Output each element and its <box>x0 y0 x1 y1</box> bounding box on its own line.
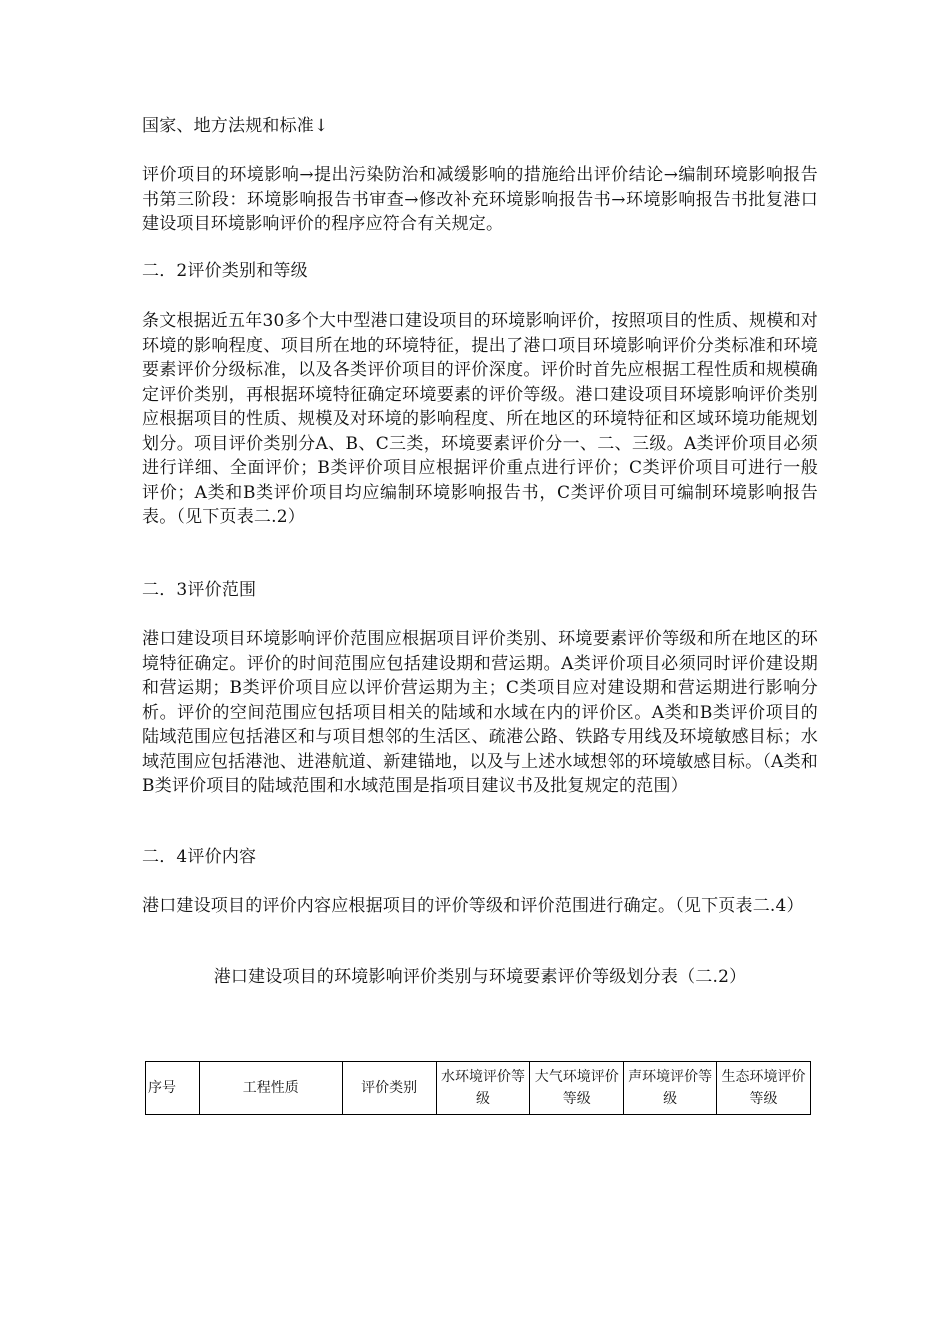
header-cell-index: 序号 <box>146 1062 200 1115</box>
header-cell-ecology-grade: 生态环境评价等级 <box>717 1062 811 1115</box>
paragraph-regulations: 国家、地方法规和标准↓ <box>142 116 329 136</box>
grade-classification-table <box>145 1061 811 1115</box>
header-cell-water-grade: 水环境评价等级 <box>436 1062 530 1115</box>
section-heading-2-2: 二．2评价类别和等级 <box>142 261 308 281</box>
section-heading-2-3: 二．3评价范围 <box>142 580 257 600</box>
header-cell-noise-grade: 声环境评价等级 <box>624 1062 717 1115</box>
paragraph-procedure: 评价项目的环境影响→提出污染防治和减缓影响的措施给出评价结论→编制环境影响报告书第三阶段：环境影响报告书审查→修改补充环境影响报告书→环境影响报告书批复港口建设项目环境影响评价的程序应符合有关规定。 <box>142 165 818 234</box>
table-caption: 港口建设项目的环境影响评价类别与环境要素评价等级划分表（二.2） <box>213 967 747 987</box>
header-cell-evaluation-category: 评价类别 <box>342 1062 436 1115</box>
header-cell-project-nature: 工程性质 <box>199 1062 342 1115</box>
table-header-row <box>146 1062 811 1115</box>
section-heading-2-4: 二．4评价内容 <box>142 847 257 867</box>
header-cell-air-grade: 大气环境评价等级 <box>530 1062 624 1115</box>
paragraph-evaluation-content: 港口建设项目的评价内容应根据项目的评价等级和评价范围进行确定。（见下页表二.4） <box>142 896 804 916</box>
paragraph-evaluation-scope: 港口建设项目环境影响评价范围应根据项目评价类别、环境要素评价等级和所在地区的环境特征确定。评价的时间范围应包括建设期和营运期。A类评价项目必须同时评价建设期和营运期；B类评价项目应以评价营运期为主；C类项目应对建设期和营运期进行影响分析。评价的空间范围应包括项目相关的陆域和水域在内的评价区。A类和B类评价项目的陆域范围应包括港区和与项目想邻的生活区、疏港公路、铁路专用线及环境敏感目标；水域范围应包括港池、进港航道、新建锚地，以及与上述水域想邻的环境敏感目标。（A类和B类评价项目的陆域范围和水域范围是指项目建议书及批复规定的范围） <box>142 629 818 796</box>
paragraph-evaluation-categories: 条文根据近五年30多个大中型港口建设项目的环境影响评价，按照项目的性质、规模和对环境的影响程度、项目所在地的环境特征，提出了港口项目环境影响评价分类标准和环境要素评价分级标准，以及各类评价项目的评价深度。评价时首先应根据工程性质和规模确定评价类别，再根据环境特征确定环境要素的评价等级。港口建设项目环境影响评价类别应根据项目的性质、规模及对环境的影响程度、所在地区的环境特征和区域环境功能规划划分。项目评价类别分A、B、C三类，环境要素评价分一、二、三级。A类评价项目必须进行详细、全面评价；B类评价项目应根据评价重点进行评价；C类评价项目可进行一般评价；A类和B类评价项目均应编制环境影响报告书，C类评价项目可编制环境影响报告表。（见下页表二.2） <box>142 311 818 527</box>
